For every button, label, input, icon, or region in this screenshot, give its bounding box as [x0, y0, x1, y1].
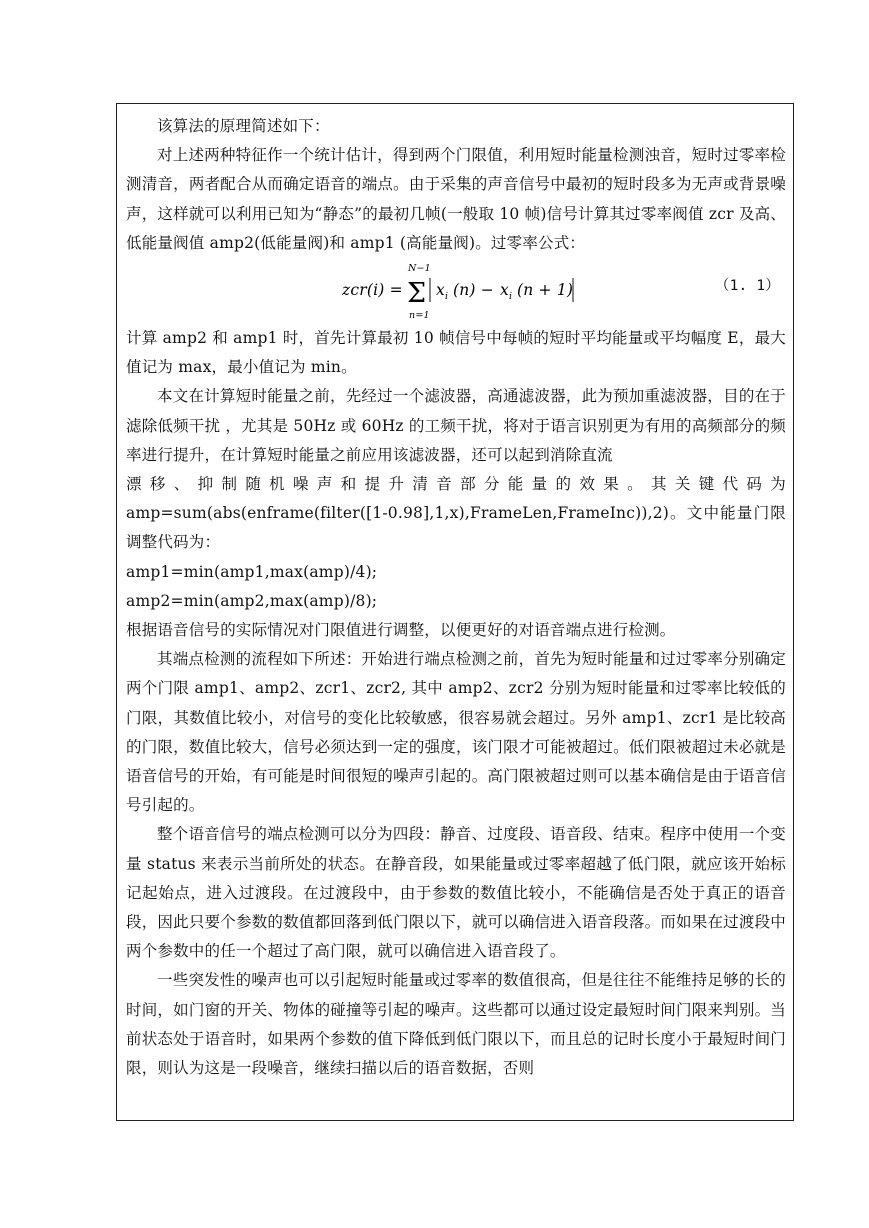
paragraph-1: 对上述两种特征作一个统计估计，得到两个门限值，利用短时能量检测浊音，短时过零率检测清音，两者配合从而确定语音的端点。由于采集的声音信号中最初的短时段多为无声或背景噪声，这样就可以利用已知为“静态”的最初几帧(一般取 10 帧)信号计算其过零率阀值 zcr 及高、低能量阀值 amp2(低能量阀)和 amp1 (高能量阀)。过零率公式：	[126, 146, 786, 252]
formula-arg1: (n) −	[453, 281, 494, 300]
formula-zcr	[126, 258, 786, 324]
paragraph-3-code: amp=sum(abs(enframe(filter([1-0.98],1,x),FrameLen,FrameInc)),2)。文中能量门限调整代码为：	[126, 504, 786, 552]
paragraph-3-spread-line: 漂移、抑制随机噪声和提升清音部分能量的效果。其关键代码为	[126, 475, 786, 494]
paragraph-intro: 该算法的原理简述如下：	[157, 117, 330, 135]
paragraph-4: 根据语音信号的实际情况对门限值进行调整，以便更好的对语音端点进行检测。	[126, 621, 676, 640]
formula-sum-upper: N−1	[408, 263, 431, 275]
paragraph-6: 整个语音信号的端点检测可以分为四段：静音、过度段、语音段、结束。程序中使用一个变量 status 来表示当前所处的状态。在静音段，如果能量或过零率超越了低门限，就应该开始标记起始点，进入过渡段。在过渡段中，由于参数的数值比较小，不能确信是否处于真正的语音段，因此只要个参数的数值都回落到低门限以下，就可以确信进入语音段落。而如果在过渡段中两个参数中的任一个超过了高门限，就可以确信进入语音段了。	[126, 825, 786, 961]
formula-arg2: (n + 1)	[517, 281, 574, 300]
code-line-1: amp1=min(amp1,max(amp)/4);	[126, 562, 378, 581]
formula-x1: x	[436, 281, 445, 300]
formula-sum-lower: n=1	[409, 310, 430, 322]
formula-x2: x	[500, 281, 509, 300]
paragraph-7: 一些突发性的噪声也可以引起短时能量或过零率的数值很高，但是往往不能维持足够的长的时间，如门窗的开关、物体的碰撞等引起的噪声。这些都可以通过设定最短时间门限来判别。当前状态处于语音时，如果两个参数的值下降低到低门限以下，而且总的记时长度小于最短时间门限，则认为这是一段噪音，继续扫描以后的语音数据，否则	[126, 971, 786, 1078]
formula-sub-i-1: i	[445, 291, 449, 303]
document-body	[126, 112, 786, 1083]
paragraph-5: 其端点检测的流程如下所述：开始进行端点检测之前，首先为短时能量和过过零率分别确定两个门限 amp1、amp2、zcr1、zcr2, 其中 amp2、zcr2 分别为短时能量和过零率比较低的门限，其数值比较小，对信号的变化比较敏感，很容易就会超过。另外 amp1、zcr1 是比较高的门限，数值比较大，信号必须达到一定的强度，该门限才可能被超过。低们限被超过未必就是语音信号的开始，有可能是时间很短的噪声引起的。高门限被超过则可以基本确信是由于语音信号引起的。	[126, 650, 786, 815]
paragraph-2: 计算 amp2 和 amp1 时，首先计算最初 10 帧信号中每帧的短时平均能量或平均幅度 E，最大值记为 max，最小值记为 min。	[126, 329, 786, 377]
document-frame	[116, 103, 794, 1121]
code-line-2: amp2=min(amp2,max(amp)/8);	[126, 591, 378, 610]
formula-sigma: Σ	[407, 278, 427, 310]
formula-svg	[126, 258, 786, 324]
paragraph-3-body: 本文在计算短时能量之前，先经过一个滤波器，高通滤波器，此为预加重滤波器，目的在于滤除低频干扰 ，尤其是 50Hz 或 60Hz 的工频干扰，将对于语言识别更为有用的高频部分的频率进行提升，在计算短时能量之前应用该滤波器，还可以起到消除直流	[126, 387, 786, 464]
formula-sub-i-2: i	[509, 291, 513, 303]
formula-lhs: zcr(i) =	[342, 281, 403, 300]
equation-number: （1. 1）	[714, 278, 780, 295]
